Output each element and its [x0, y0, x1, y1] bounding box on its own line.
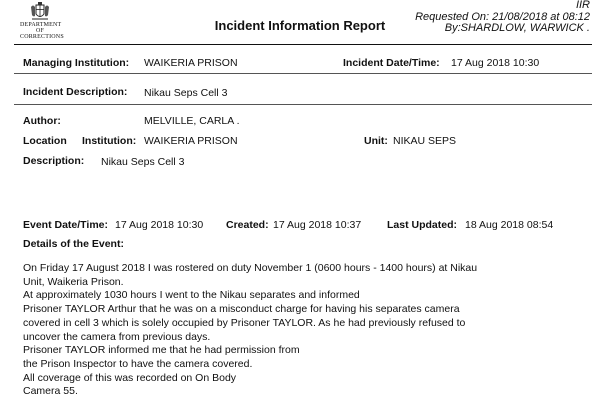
institution-label: Institution:	[82, 135, 137, 147]
details-line: At approximately 1030 hours I went to the Nikau separates and informed	[23, 289, 360, 302]
unit-label: Unit:	[364, 135, 388, 147]
details-line: uncover the camera from previous days.	[23, 330, 211, 343]
details-line: Unit, Waikeria Prison.	[23, 275, 124, 288]
event-datetime-value: 17 Aug 2018 10:30	[115, 219, 204, 231]
details-line: All coverage of this was recorded on On Body	[23, 371, 237, 384]
event-details-label: Details of the Event:	[23, 238, 124, 250]
description-value: Nikau Seps Cell 3	[101, 156, 185, 168]
event-datetime-label: Event Date/Time:	[23, 219, 108, 231]
divider	[14, 73, 592, 74]
report-title: Incident Information Report	[214, 18, 386, 33]
description-label: Description:	[23, 155, 85, 167]
created-value: 17 Aug 2018 10:37	[273, 219, 362, 231]
created-label: Created:	[226, 219, 269, 231]
author-label: Author:	[23, 115, 61, 127]
details-line: the Prison Inspector to have the camera covered.	[23, 357, 253, 370]
divider	[14, 104, 592, 105]
unit-value: NIKAU SEPS	[393, 135, 457, 147]
logo-text-line-2: OF CORRECTIONS	[20, 28, 64, 40]
header-divider	[14, 44, 592, 45]
report-code: IIR	[575, 0, 590, 11]
requested-on: Requested On: 21/08/2018 at 08:12	[415, 10, 590, 23]
details-line: Prisoner TAYLOR informed me that he had permission from	[23, 344, 300, 357]
last-updated-value: 18 Aug 2018 08:54	[465, 219, 554, 231]
details-line: On Friday 17 August 2018 I was rostered on duty November 1 (0600 hours - 1400 hours) at Nikau	[23, 262, 478, 274]
requested-by: By:SHARDLOW, WARWICK .	[444, 22, 590, 34]
institution-value: WAIKERIA PRISON	[144, 135, 238, 147]
request-info	[415, 0, 590, 35]
details-line: Prisoner TAYLOR Arthur that he was on a misconduct charge for having his separates camera	[23, 303, 460, 316]
incident-datetime-label: Incident Date/Time:	[343, 57, 440, 69]
incident-description-value: Nikau Seps Cell 3	[144, 87, 228, 99]
details-line: covered in cell 3 which is solely occupied by Prisoner TAYLOR. As he had previously refused to	[23, 316, 466, 329]
incident-description-label: Incident Description:	[23, 86, 128, 98]
location-label: Location	[23, 135, 67, 147]
details-line: Camera 55.	[23, 385, 78, 398]
last-updated-label: Last Updated:	[387, 219, 458, 231]
author-value: MELVILLE, CARLA .	[144, 115, 240, 127]
managing-institution-label: Managing Institution:	[23, 57, 130, 69]
managing-institution-value: WAIKERIA PRISON	[144, 57, 238, 69]
event-details-text	[23, 262, 593, 399]
incident-datetime-value: 17 Aug 2018 10:30	[451, 57, 540, 69]
logo-text-line-1: DEPARTMENT	[20, 22, 62, 28]
